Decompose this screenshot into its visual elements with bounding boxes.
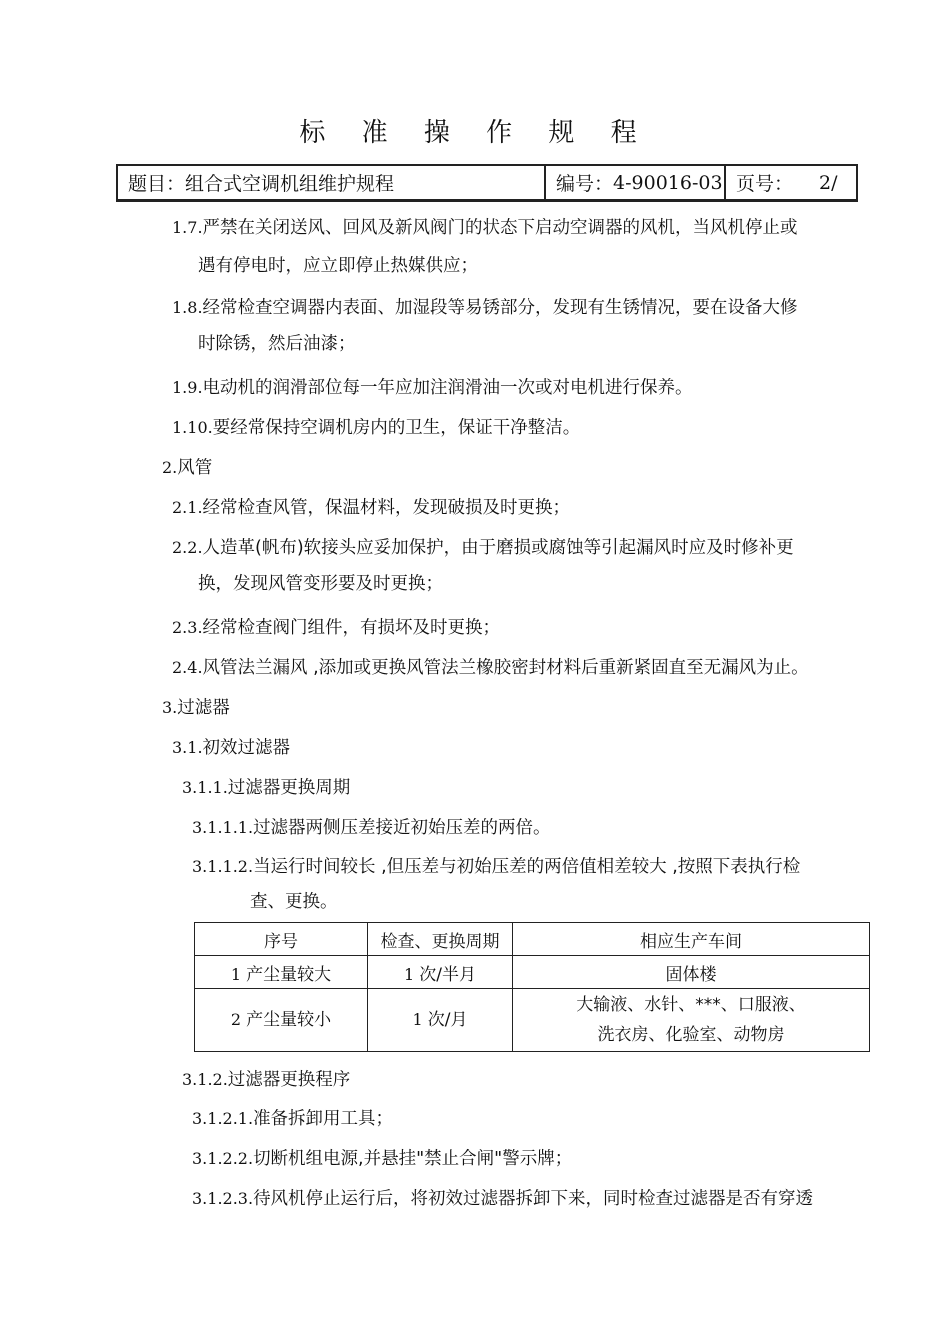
clause-text: 风管法兰漏风 ,添加或更换风管法兰橡胶密封材料后重新紧固直至无漏风为止。 [202, 658, 809, 678]
clause-3-1-2 [182, 1068, 350, 1092]
clause-1-10 [172, 416, 580, 440]
table-header-workshop: 相应生产车间 [513, 923, 870, 956]
clause-2-3 [172, 616, 500, 640]
section-number: 2. [162, 458, 178, 477]
clause-1-9 [172, 376, 693, 400]
clause-number: 2.2. [172, 538, 203, 557]
clause-1-7 [172, 216, 798, 240]
clause-3-1-1-2 [192, 855, 800, 879]
clause-3-1 [172, 736, 290, 760]
clause-text: 当运行时间较长 ,但压差与初始压差的两倍值相差较大 ,按照下表执行检 [253, 857, 801, 877]
clause-3-1-2-2 [192, 1147, 572, 1171]
table-row [195, 989, 870, 1052]
clause-3-1-1-2-cont [250, 890, 338, 914]
subject-label: 题目： [128, 173, 186, 195]
section-title: 过滤器 [177, 698, 230, 718]
clause-text: 待风机停止运行后，将初效过滤器拆卸下来，同时检查过滤器是否有穿透 [253, 1189, 814, 1209]
clause-text: 过滤器更换周期 [227, 778, 351, 798]
code-label: 编号： [556, 173, 614, 195]
page-number: 2/ [819, 171, 838, 194]
clause-number: 1.7. [172, 218, 203, 237]
clause-2-2-cont [198, 572, 443, 596]
clause-text: 过滤器两侧压差接近初始压差的两倍。 [253, 818, 551, 838]
clause-text: 经常检查风管，保温材料，发现破损及时更换； [202, 498, 571, 518]
clause-2-2 [172, 536, 794, 560]
table-cell-workshop: 固体楼 [513, 956, 870, 989]
clause-3-1-1-1 [192, 816, 551, 840]
clause-3-1-1 [182, 776, 350, 800]
page-cell [726, 166, 856, 199]
replacement-cycle-table [194, 922, 870, 1052]
clause-2-4 [172, 656, 809, 680]
page-label: 页号： [736, 173, 794, 195]
subject-text: 组合式空调机组维护规程 [185, 173, 395, 195]
section-number: 3. [162, 698, 178, 717]
clause-1-8 [172, 296, 798, 320]
section-2-heading [162, 456, 212, 480]
code-cell [546, 166, 726, 199]
clause-text: 经常检查阀门组件，有损坏及时更换； [202, 618, 501, 638]
clause-text: 查、更换。 [250, 892, 338, 912]
clause-number: 3.1.2.1. [192, 1109, 254, 1128]
clause-2-1 [172, 496, 570, 520]
clause-number: 3.1. [172, 738, 203, 757]
clause-number: 1.8. [172, 298, 203, 317]
table-header-row [195, 923, 870, 956]
clause-text: 过滤器更换程序 [227, 1070, 351, 1090]
clause-number: 3.1.2. [182, 1070, 228, 1089]
section-3-heading [162, 696, 230, 720]
table-header-seq: 序号 [195, 923, 368, 956]
table-row [195, 956, 870, 989]
clause-number: 2.1. [172, 498, 203, 517]
clause-number: 3.1.1.1. [192, 818, 254, 837]
table-cell-workshop [513, 989, 870, 1052]
clause-number: 2.4. [172, 658, 203, 677]
table-cell-cycle: 1 次/月 [368, 989, 513, 1052]
clause-text: 时除锈，然后油漆； [198, 334, 356, 354]
clause-text: 经常检查空调器内表面、加湿段等易锈部分，发现有生锈情况，要在设备大修 [202, 298, 798, 318]
clause-number: 3.1.2.2. [192, 1149, 254, 1168]
clause-text: 严禁在关闭送风、回风及新风阀门的状态下启动空调器的风机，当风机停止或 [202, 218, 798, 238]
table-header-cycle: 检查、更换周期 [368, 923, 513, 956]
clause-1-8-cont [198, 332, 356, 356]
clause-text: 要经常保持空调机房内的卫生，保证干净整洁。 [212, 418, 581, 438]
table-cell-seq: 2 产尘量较小 [195, 989, 368, 1052]
table-cell-seq: 1 产尘量较大 [195, 956, 368, 989]
clause-number: 3.1.1. [182, 778, 228, 797]
clause-text: 准备拆卸用工具； [253, 1109, 394, 1129]
clause-number: 1.10. [172, 418, 213, 437]
clause-text: 遇有停电时，应立即停止热媒供应； [198, 256, 478, 276]
clause-1-7-cont [198, 254, 478, 278]
code-value: 4-90016-03 [613, 171, 723, 194]
document-header [116, 164, 858, 202]
clause-text: 初效过滤器 [202, 738, 291, 758]
workshop-line: 大输液、水针、***、口服液、 [576, 995, 806, 1015]
clause-number: 2.3. [172, 618, 203, 637]
section-title: 风管 [177, 458, 213, 478]
clause-text: 切断机组电源,并悬挂"禁止合闸"警示牌； [253, 1149, 573, 1169]
clause-number: 1.9. [172, 378, 203, 397]
workshop-line: 洗衣房、化验室、动物房 [597, 1025, 785, 1045]
clause-3-1-2-1 [192, 1107, 393, 1131]
clause-number: 3.1.1.2. [192, 857, 254, 876]
table-cell-cycle: 1 次/半月 [368, 956, 513, 989]
document-title: 标 准 操 作 规 程 [299, 118, 651, 148]
clause-text: 换，发现风管变形要及时更换； [198, 574, 443, 594]
subject-cell [118, 166, 546, 199]
clause-text: 电动机的润滑部位每一年应加注润滑油一次或对电机进行保养。 [202, 378, 693, 398]
clause-3-1-2-3 [192, 1187, 813, 1211]
clause-number: 3.1.2.3. [192, 1189, 254, 1208]
clause-text: 人造革(帆布)软接头应妥加保护，由于磨损或腐蚀等引起漏风时应及时修补更 [202, 538, 794, 558]
